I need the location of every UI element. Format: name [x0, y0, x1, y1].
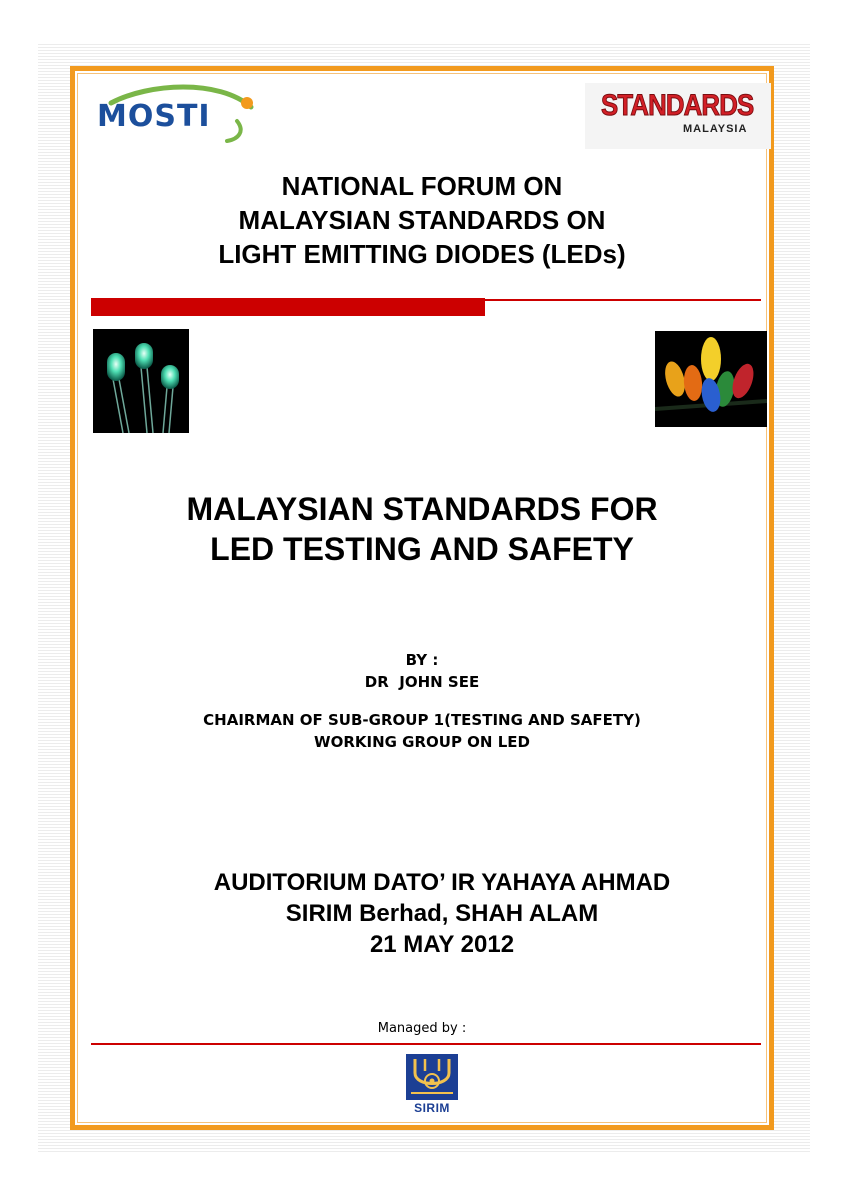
event-date: 21 MAY 2012	[369, 931, 515, 958]
mosti-logo-text: MOSTI	[97, 99, 211, 134]
colored-led-lights-photo	[655, 331, 767, 427]
red-divider-line	[485, 299, 761, 301]
sirim-logo-text: SIRIM	[414, 1101, 450, 1115]
mosti-logo	[93, 81, 249, 143]
venue-line-1: AUDITORIUM DATO’ IR YAHAYA AHMAD	[213, 869, 671, 896]
forum-title-line-1: NATIONAL FORUM ON	[281, 171, 563, 201]
presenter-block	[75, 649, 769, 693]
presenter-name: DR JOHN SEE	[364, 673, 480, 691]
presentation-title	[75, 489, 769, 569]
green-led-photo	[93, 329, 189, 433]
venue-line-2: SIRIM Berhad, SHAH ALAM	[285, 900, 599, 927]
managed-by-label: Managed by :	[377, 1021, 467, 1036]
red-divider-bar	[91, 298, 485, 316]
cover-frame	[70, 66, 774, 1130]
presenter-role-line-2: WORKING GROUP ON LED	[314, 733, 530, 751]
footer-red-line	[91, 1043, 761, 1045]
standards-logo-main-text: STANDARDS	[601, 89, 754, 122]
by-label: BY :	[405, 651, 439, 669]
sirim-logo	[405, 1053, 459, 1119]
standards-logo-sub-text: MALAYSIA	[683, 123, 748, 135]
venue-block	[75, 867, 809, 960]
presentation-title-line-1: MALAYSIAN STANDARDS FOR	[186, 491, 658, 527]
forum-title	[75, 169, 769, 271]
presenter-role-block	[75, 709, 769, 753]
colored-led-icon	[655, 331, 767, 427]
forum-title-line-3: LIGHT EMITTING DIODES (LEDs)	[218, 239, 626, 269]
standards-malaysia-logo	[585, 83, 771, 149]
presenter-role-line-1: CHAIRMAN OF SUB-GROUP 1(TESTING AND SAFETY)	[203, 711, 641, 729]
presentation-title-line-2: LED TESTING AND SAFETY	[210, 531, 634, 567]
sirim-emblem-icon	[405, 1053, 459, 1101]
forum-title-line-2: MALAYSIAN STANDARDS ON	[238, 205, 606, 235]
green-led-icon	[93, 329, 189, 433]
